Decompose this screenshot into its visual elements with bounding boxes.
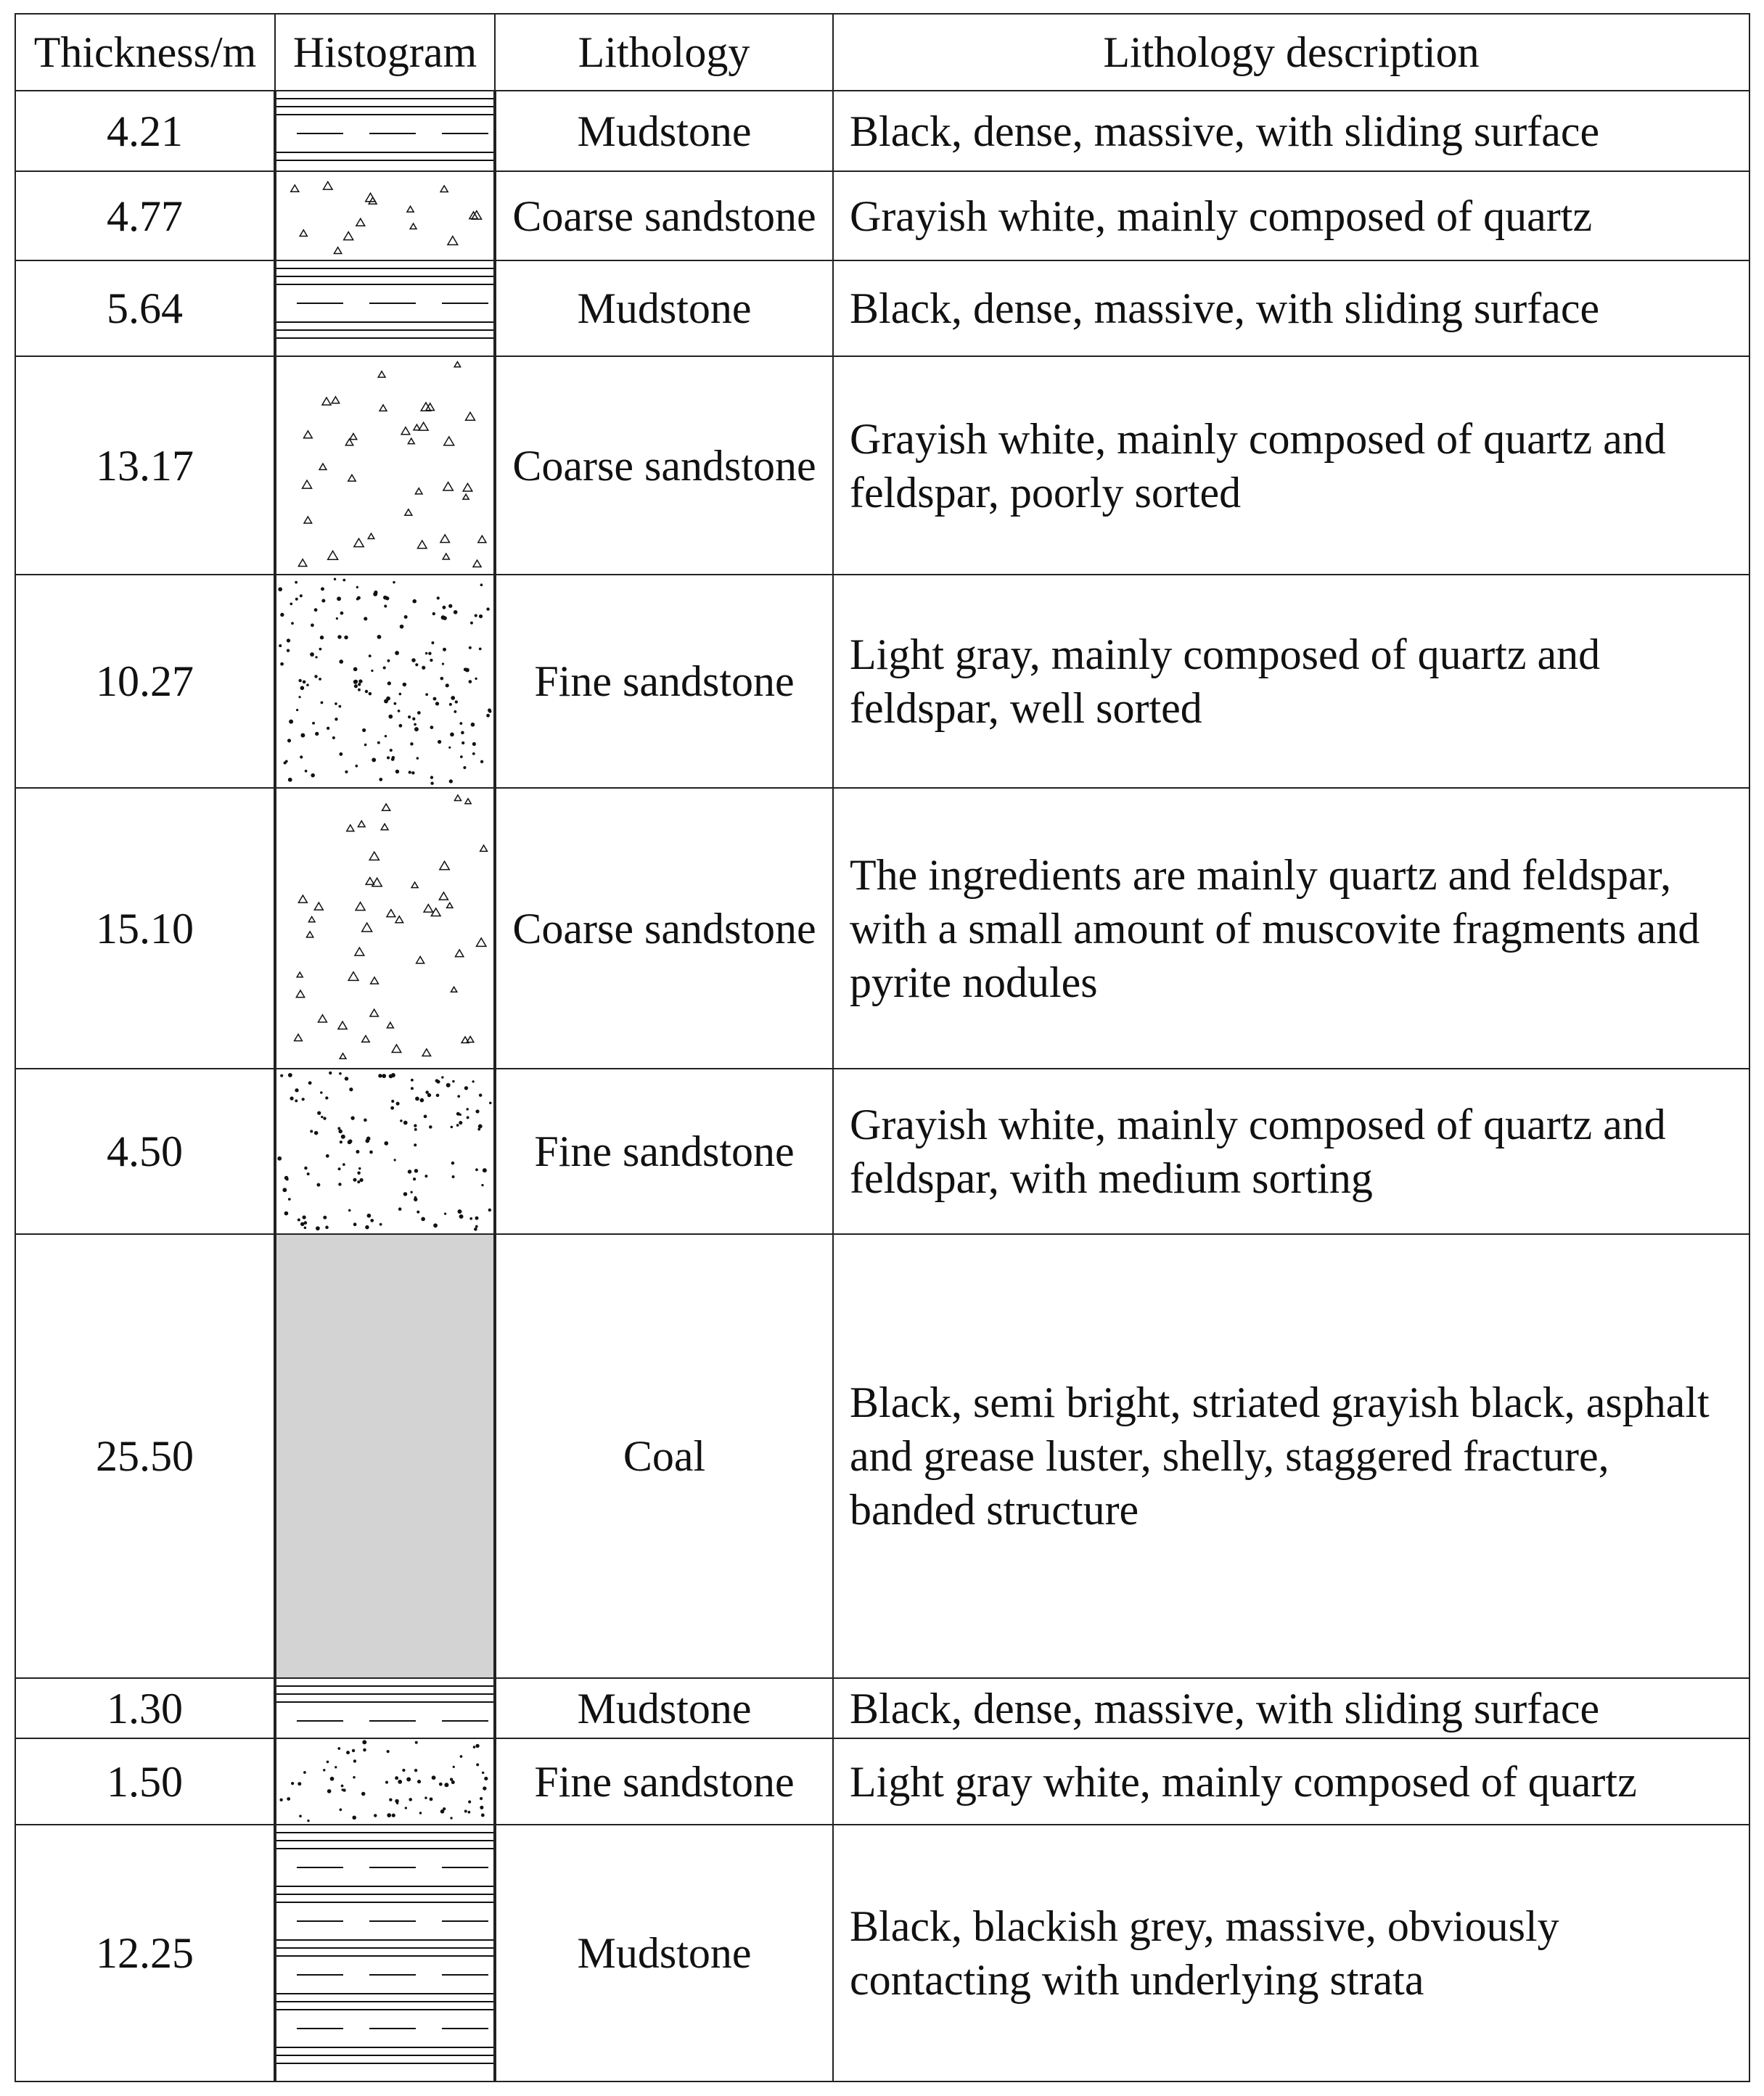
thickness-cell: 13.17 <box>15 356 275 575</box>
mudstone-pattern <box>276 1679 493 1738</box>
thickness-cell: 4.77 <box>15 171 275 260</box>
coarse-pattern <box>276 789 493 1068</box>
thickness-cell: 4.50 <box>15 1069 275 1234</box>
lithology-cell: Coarse sandstone <box>495 356 833 575</box>
thickness-header: Thickness/m <box>15 14 275 91</box>
description-cell: Grayish white, mainly composed of quartz and feldspar, poorly sorted <box>833 356 1749 575</box>
lithology-cell: Mudstone <box>495 260 833 356</box>
layer-row <box>15 171 1749 260</box>
lithology-cell: Fine sandstone <box>495 1738 833 1825</box>
lithology-cell: Fine sandstone <box>495 575 833 788</box>
histogram-cell <box>275 1825 495 2081</box>
thickness-cell: 5.64 <box>15 260 275 356</box>
description-cell: Black, blackish grey, massive, obviously contacting with underlying strata <box>833 1825 1749 2081</box>
coarse-pattern <box>276 357 493 574</box>
thickness-cell: 12.25 <box>15 1825 275 2081</box>
layer-row <box>15 1234 1749 1678</box>
description-cell: The ingredients are mainly quartz and feldspar, with a small amount of muscovite fragments and pyrite nodules <box>833 788 1749 1069</box>
mudstone-pattern <box>276 91 493 170</box>
histogram-cell <box>275 1234 495 1678</box>
description-cell: Black, dense, massive, with sliding surface <box>833 260 1749 356</box>
lithology-cell: Coal <box>495 1234 833 1678</box>
thickness-cell: 1.30 <box>15 1678 275 1738</box>
description-cell: Grayish white, mainly composed of quartz <box>833 171 1749 260</box>
description-cell: Black, semi bright, striated grayish black, asphalt and grease luster, shelly, staggered fracture, banded structure <box>833 1234 1749 1678</box>
layer-row <box>15 788 1749 1069</box>
histogram-cell <box>275 171 495 260</box>
lithology-header: Lithology <box>495 14 833 91</box>
description-cell: Grayish white, mainly composed of quartz and feldspar, with medium sorting <box>833 1069 1749 1234</box>
layer-row <box>15 260 1749 356</box>
mudstone-pattern <box>276 1825 493 2081</box>
thickness-cell: 4.21 <box>15 91 275 171</box>
histogram-cell <box>275 1069 495 1234</box>
fine-pattern <box>276 1069 493 1233</box>
fine-pattern <box>276 1739 493 1824</box>
description-header: Lithology description <box>833 14 1749 91</box>
description-cell: Black, dense, massive, with sliding surface <box>833 91 1749 171</box>
mudstone-pattern <box>276 261 493 356</box>
histogram-cell <box>275 575 495 788</box>
lithology-cell: Mudstone <box>495 1678 833 1738</box>
histogram-cell <box>275 91 495 171</box>
lithology-cell: Coarse sandstone <box>495 788 833 1069</box>
histogram-cell <box>275 788 495 1069</box>
layer-row <box>15 1069 1749 1234</box>
lithology-cell: Mudstone <box>495 91 833 171</box>
histogram-cell <box>275 1738 495 1825</box>
layer-row <box>15 1738 1749 1825</box>
description-cell: Light gray, mainly composed of quartz and feldspar, well sorted <box>833 575 1749 788</box>
histogram-cell <box>275 1678 495 1738</box>
thickness-cell: 1.50 <box>15 1738 275 1825</box>
layer-row <box>15 575 1749 788</box>
header-row <box>15 14 1749 91</box>
layer-row <box>15 91 1749 171</box>
stratigraphic-column-table <box>15 13 1750 2082</box>
thickness-cell: 10.27 <box>15 575 275 788</box>
thickness-cell: 25.50 <box>15 1234 275 1678</box>
layer-row <box>15 356 1749 575</box>
fine-pattern <box>276 575 493 787</box>
layer-row <box>15 1678 1749 1738</box>
coarse-pattern <box>276 172 493 260</box>
description-cell: Light gray white, mainly composed of quartz <box>833 1738 1749 1825</box>
coal-pattern <box>276 1235 493 1677</box>
description-cell: Black, dense, massive, with sliding surface <box>833 1678 1749 1738</box>
histogram-cell <box>275 260 495 356</box>
thickness-cell: 15.10 <box>15 788 275 1069</box>
histogram-cell <box>275 356 495 575</box>
lithology-cell: Mudstone <box>495 1825 833 2081</box>
lithology-cell: Coarse sandstone <box>495 171 833 260</box>
histogram-header: Histogram <box>275 14 495 91</box>
layer-row <box>15 1825 1749 2081</box>
lithology-cell: Fine sandstone <box>495 1069 833 1234</box>
